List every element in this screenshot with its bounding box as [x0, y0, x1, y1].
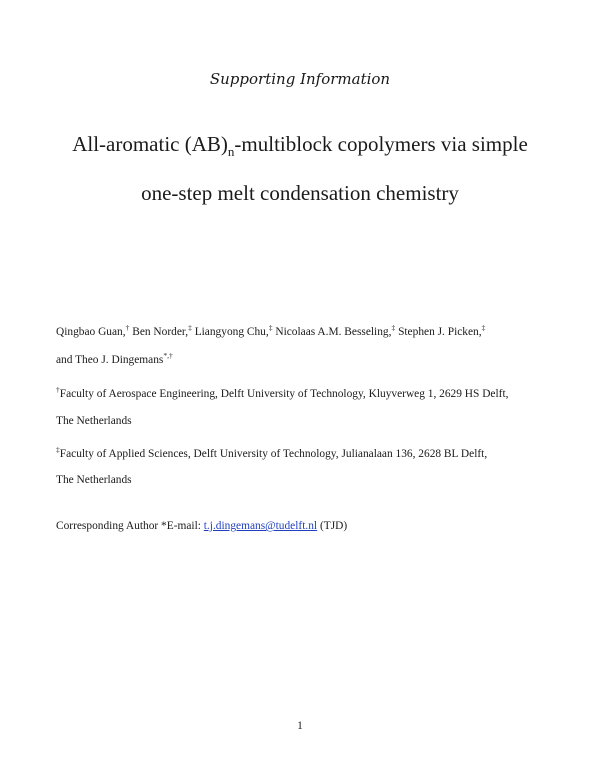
affiliation-1-country: The Netherlands: [56, 415, 132, 427]
supporting-information-heading: Supporting Information: [209, 70, 391, 88]
author: Nicolaas A.M. Besseling,: [275, 325, 392, 338]
affiliation-text: Faculty of Applied Sciences, Delft University of Technology, Julianalaan 136, 2628 BL Delft,: [59, 447, 488, 460]
paper-title-line-2: one-step melt condensation chemistry: [141, 181, 459, 205]
title-subscript: n: [227, 144, 235, 160]
affiliation-mark: ‡: [56, 445, 60, 454]
title-prefix: All-aromatic (AB): [72, 132, 228, 156]
affiliation-1: [56, 382, 556, 402]
author: and Theo J. Dingemans: [56, 353, 164, 366]
affiliation-text: Faculty of Aerospace Engineering, Delft University of Technology, Kluyverweg 1, 2629 HS Delft,: [59, 387, 509, 400]
corresponding-suffix: (TJD): [319, 520, 348, 532]
author-mark: ‡: [268, 323, 273, 332]
email-link[interactable]: t.j.dingemans@tudelft.nl: [203, 520, 318, 532]
author: Qingbao Guan,: [56, 325, 126, 338]
corresponding-prefix: Corresponding Author *E-mail:: [56, 520, 201, 532]
title-suffix: -multiblock copolymers via simple: [234, 132, 528, 156]
affiliation-2-country: The Netherlands: [56, 474, 132, 486]
affiliation-2: [56, 442, 556, 462]
corresponding-author: [56, 518, 556, 534]
page-number: 1: [297, 720, 303, 732]
author: Ben Norder,: [132, 325, 189, 338]
author-mark: ‡: [481, 323, 486, 332]
author-mark: *,†: [163, 350, 173, 360]
author-mark: ‡: [391, 323, 396, 332]
paper-title-line-1: [0, 132, 600, 164]
author-mark: ‡: [188, 323, 192, 332]
author: Stephen J. Picken,: [398, 325, 482, 338]
author-mark: †: [125, 323, 130, 332]
author-list: [56, 316, 556, 372]
author: Liangyong Chu,: [194, 325, 269, 338]
affiliation-mark: †: [56, 385, 60, 394]
